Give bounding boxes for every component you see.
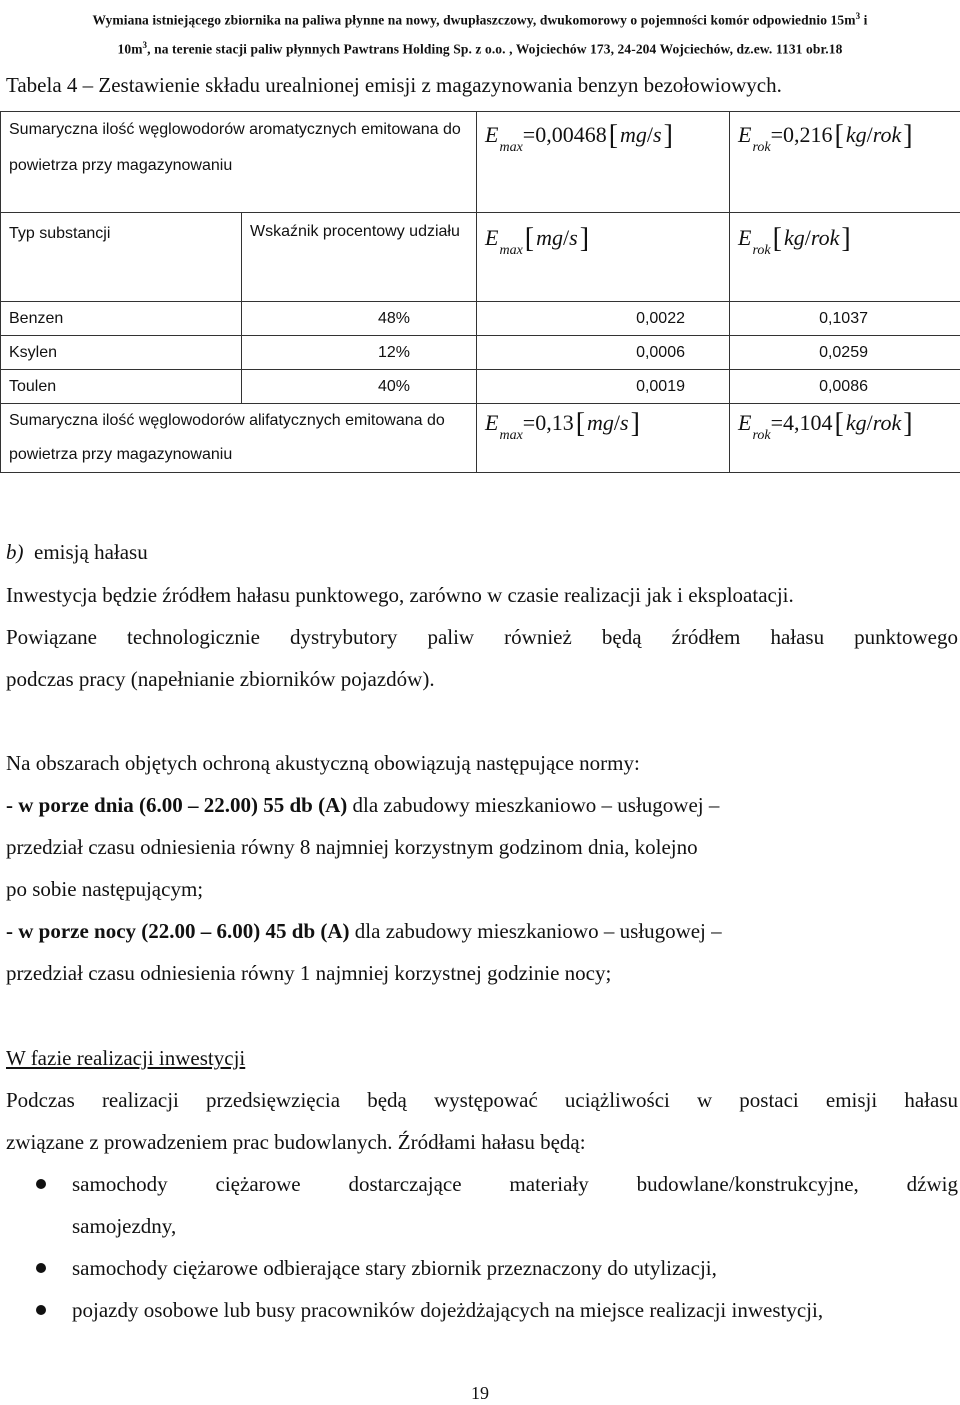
page-number: 19 <box>471 1383 489 1403</box>
table-row <box>1 336 960 370</box>
substance-share: 48% <box>242 302 477 336</box>
table-caption: Tabela 4 – Zestawienie składu urealnionej emisji z magazynowania benzyn bezołowiowych. <box>6 73 782 97</box>
substance-share: 12% <box>242 336 477 370</box>
paragraph-dispensers-line1: Powiązane technologicznie dystrybutory paliw również będą źródłem hałasu punktowego <box>6 625 958 649</box>
col-emax-header: $E_{max}[mg/s]$ <box>477 213 730 302</box>
aromatic-emax-cell: $E_{max}=0,00468[mg/s]$ <box>477 112 730 213</box>
paragraph-investment: Inwestycja będzie źródłem hałasu punktowego, zarówno w czasie realizacji jak i eksploatacji. <box>6 583 794 607</box>
substance-emax: 0,0006 <box>477 336 730 370</box>
substance-erok: 0,0086 <box>730 370 960 404</box>
section-b-heading <box>6 531 958 573</box>
list-item: samochody ciężarowe odbierające stary zbiornik przeznaczony do utylizacji, <box>0 1247 958 1289</box>
document-header <box>0 4 960 61</box>
aliphatic-total-row <box>1 404 960 473</box>
aliphatic-label: Sumaryczna ilość węglowodorów alifatycznych emitowana do powietrza przy magazynowaniu <box>1 404 477 473</box>
aliphatic-erok-cell: $E_{rok}=4,104[kg/rok]$ <box>730 404 960 473</box>
norm-night-line2: przedział czasu odniesienia równy 1 najmniej korzystnej godzinie nocy; <box>6 961 612 985</box>
substance-name: Benzen <box>1 302 242 336</box>
section-marker: b) <box>6 540 24 564</box>
norm-day: - w porze dnia (6.00 – 22.00) 55 db (A) dla zabudowy mieszkaniowo – usługowej – <box>6 793 720 817</box>
paragraph-dispensers-line2: podczas pracy (napełnianie zbiorników pojazdów). <box>6 667 435 691</box>
table-row <box>1 302 960 336</box>
substance-emax: 0,0022 <box>477 302 730 336</box>
norm-day-line3: po sobie następującym; <box>6 877 204 901</box>
norm-night-value: - w porze nocy (22.00 – 6.00) 45 db (A) <box>6 919 350 943</box>
substance-name: Ksylen <box>1 336 242 370</box>
col-erok-header: $E_{rok}[kg/rok]$ <box>730 213 960 302</box>
list-item: pojazdy osobowe lub busy pracowników dojeżdżających na miejsce realizacji inwestycji, <box>0 1289 958 1331</box>
aromatic-erok-cell: $E_{rok}=0,216[kg/rok]$ <box>730 112 960 213</box>
table-row <box>1 370 960 404</box>
norm-day-value: - w porze dnia (6.00 – 22.00) 55 db (A) <box>6 793 348 817</box>
aromatic-total-row <box>1 112 960 213</box>
substance-share: 40% <box>242 370 477 404</box>
phase-heading: W fazie realizacji inwestycji <box>6 1046 246 1070</box>
aromatic-label: Sumaryczna ilość węglowodorów aromatycznych emitowana do powietrza przy magazynowaniu <box>1 112 477 213</box>
substance-emax: 0,0019 <box>477 370 730 404</box>
col-share-header: Wskaźnik procentowy udziału <box>242 213 477 302</box>
table-header-row <box>1 213 960 302</box>
col-type-header: Typ substancji <box>1 213 242 302</box>
substance-erok: 0,1037 <box>730 302 960 336</box>
substance-erok: 0,0259 <box>730 336 960 370</box>
aliphatic-emax-cell: $E_{max}=0,13[mg/s]$ <box>477 404 730 473</box>
section-title: emisją hałasu <box>34 540 148 564</box>
header-line-2: $10m^3$, na terenie stacji paliw płynnych Pawtrans Holding Sp. z o.o. , Wojciechów 173, 24-204 Wojciechów, dz.ew. 1131 obr.18 <box>117 39 843 56</box>
norm-night: - w porze nocy (22.00 – 6.00) 45 db (A) dla zabudowy mieszkaniowo – usługowej – <box>6 919 722 943</box>
header-line-1: Wymiana istniejącego zbiornika na paliwa płynne na nowy, dwupłaszczowy, dwukomorowy o pojemności komór odpowiednio $15m^3$ i <box>92 11 868 28</box>
substance-name: Toulen <box>1 370 242 404</box>
emission-table <box>0 111 960 473</box>
list-item: samochody ciężarowe dostarczające materiały budowlane/konstrukcyjne, dźwig samojezdny, <box>0 1163 958 1247</box>
phase-paragraph-line1: Podczas realizacji przedsięwzięcia będą występować uciążliwości w postaci emisji hałasu <box>6 1088 958 1112</box>
noise-sources-list <box>0 1163 958 1331</box>
norms-intro: Na obszarach objętych ochroną akustyczną obowiązują następujące normy: <box>6 751 640 775</box>
phase-paragraph-line2: związane z prowadzeniem prac budowlanych. Źródłami hałasu będą: <box>6 1130 586 1154</box>
norm-day-line2: przedział czasu odniesienia równy 8 najmniej korzystnym godzinom dnia, kolejno <box>6 835 698 859</box>
